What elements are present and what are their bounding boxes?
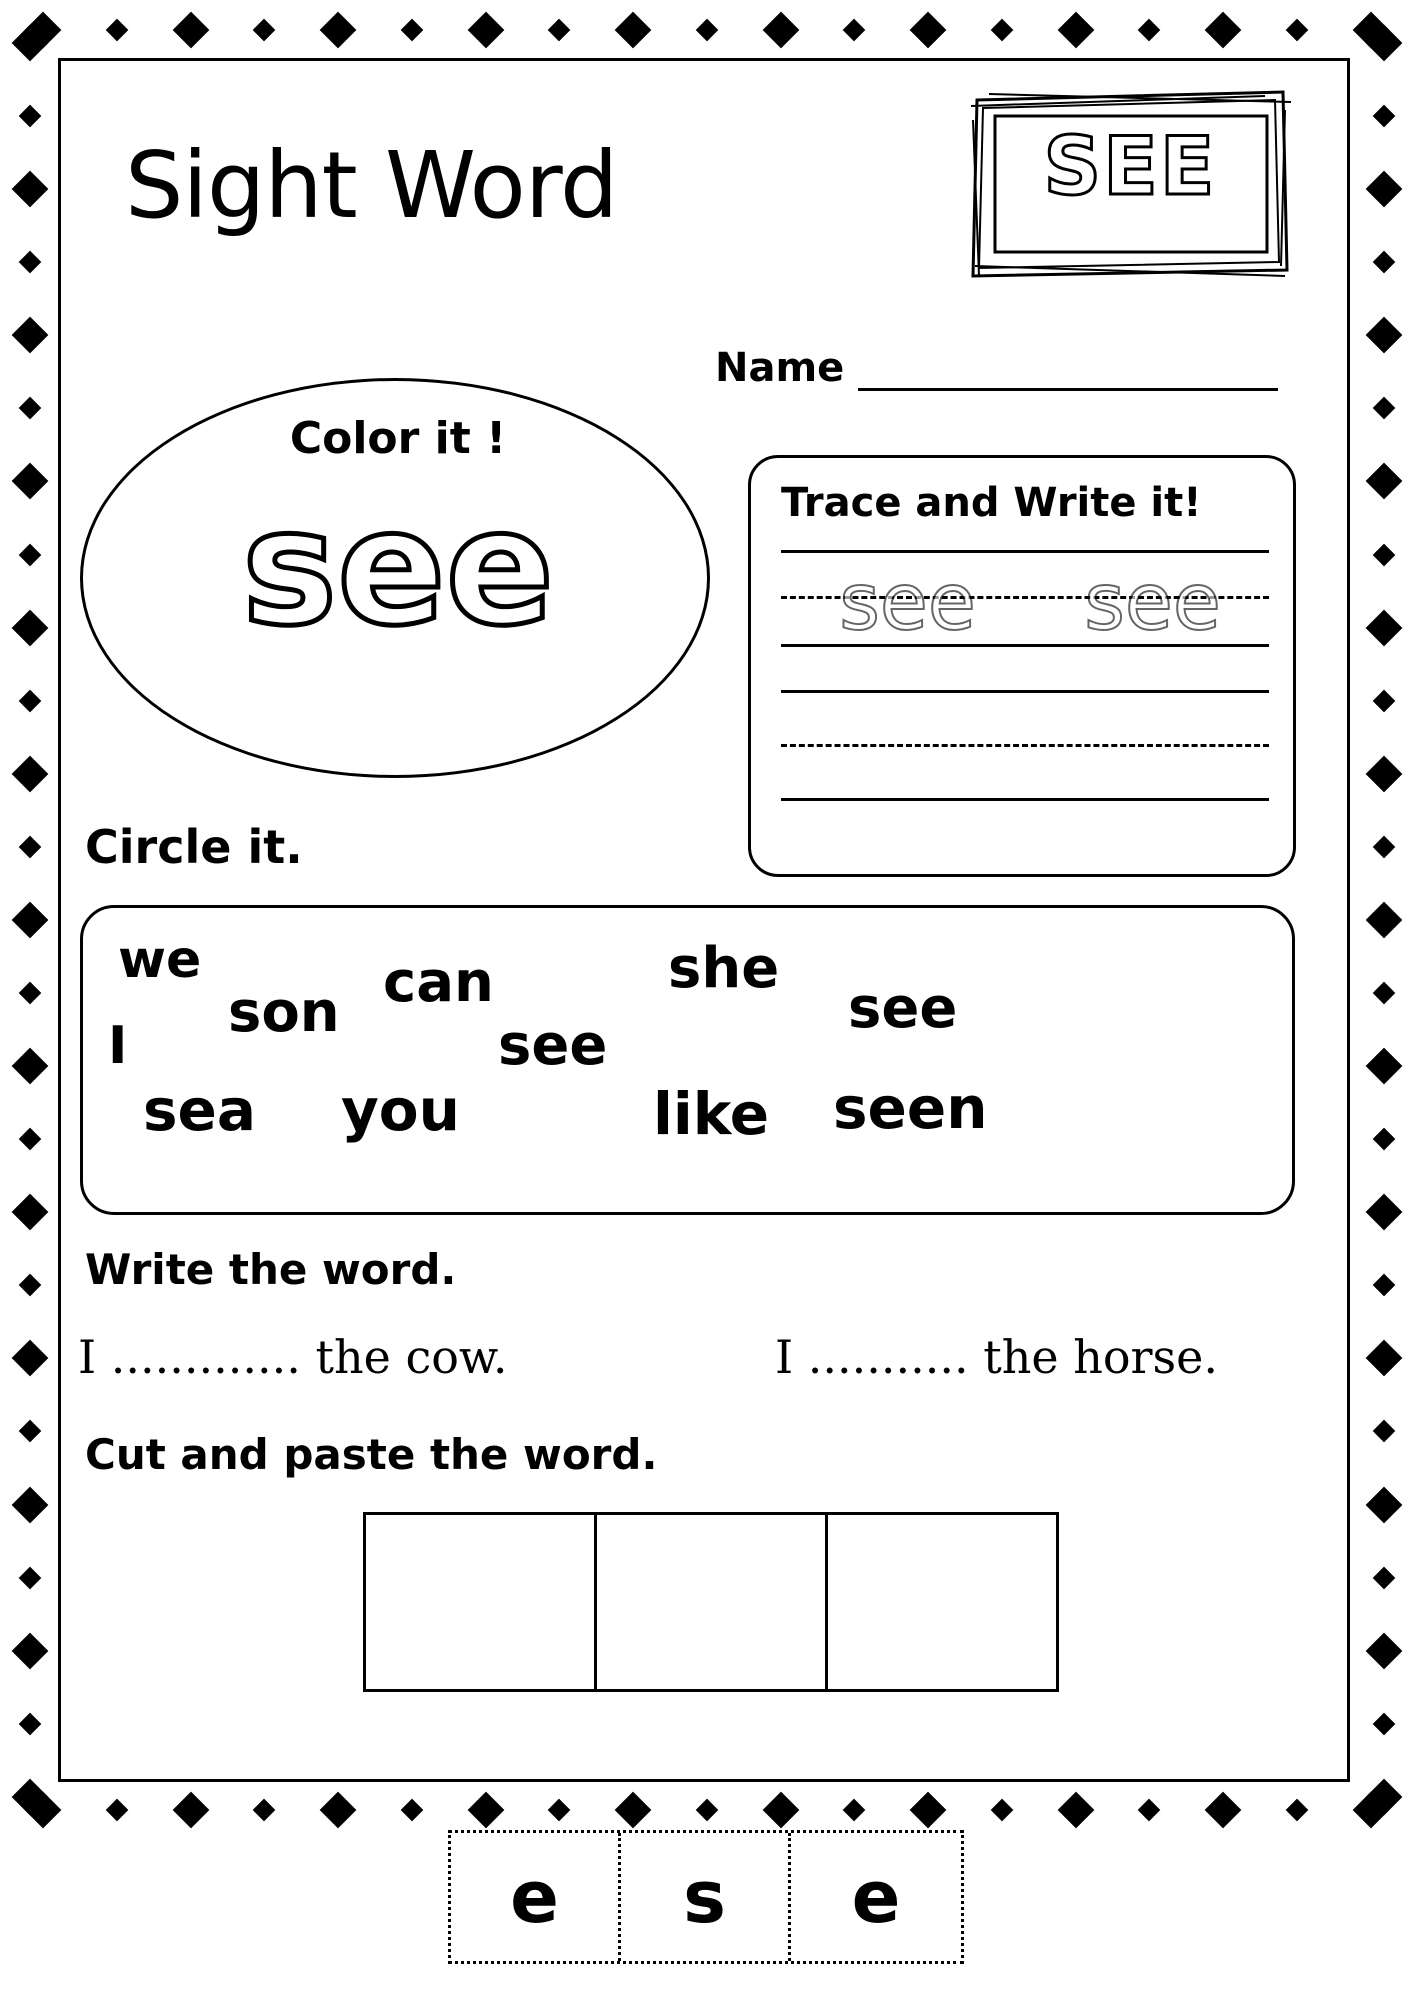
circle-word-we[interactable]: we	[118, 930, 202, 990]
circle-word-see-2[interactable]: see	[498, 1013, 608, 1078]
cutout-letter-1[interactable]: e	[451, 1833, 621, 1961]
trace-word-2: see	[1084, 558, 1221, 648]
trace-and-write-section	[748, 455, 1296, 877]
rule-top-2	[781, 690, 1269, 693]
circle-it-heading: Circle it.	[85, 820, 303, 874]
paste-grid	[363, 1512, 1056, 1692]
title-row	[95, 110, 1295, 290]
trace-word-1: see	[839, 558, 976, 648]
color-it-section	[80, 378, 710, 778]
cut-and-paste-heading: Cut and paste the word.	[85, 1430, 658, 1479]
word-badge	[965, 80, 1295, 285]
paste-cell-1[interactable]	[363, 1512, 597, 1692]
rule-top-1	[781, 550, 1269, 553]
border-left	[17, 30, 43, 1810]
circle-word-i[interactable]: I	[108, 1016, 128, 1076]
name-row	[715, 345, 1278, 391]
color-it-heading: Color it !	[289, 413, 507, 464]
name-input-line[interactable]	[858, 354, 1278, 391]
border-right	[1371, 30, 1397, 1810]
sentence-1[interactable]: I ............. the cow.	[78, 1330, 508, 1384]
sentence-2[interactable]: I ........... the horse.	[775, 1330, 1218, 1384]
circle-word-son[interactable]: son	[228, 980, 340, 1045]
write-the-word-heading: Write the word.	[85, 1245, 457, 1294]
page-title: Sight Word	[125, 132, 618, 239]
circle-word-like[interactable]: like	[653, 1080, 770, 1148]
trace-word-row[interactable]	[785, 558, 1275, 648]
circle-word-can[interactable]: can	[383, 950, 494, 1015]
paste-cell-3[interactable]	[825, 1512, 1059, 1692]
rule-base-2[interactable]	[781, 798, 1269, 801]
word-badge-text: SEE	[1043, 120, 1217, 213]
border-top	[30, 17, 1384, 43]
border-bottom	[30, 1797, 1384, 1823]
rule-mid-2	[781, 744, 1269, 747]
trace-and-write-heading: Trace and Write it!	[781, 480, 1202, 526]
cutout-letter-3[interactable]: e	[851, 1855, 901, 1939]
cutout-letter-2[interactable]: s	[621, 1833, 791, 1961]
color-it-word[interactable]: see	[241, 474, 555, 661]
circle-it-section	[80, 905, 1295, 1215]
cutout-letters	[448, 1830, 964, 1964]
name-label: Name	[715, 345, 845, 391]
circle-word-seen[interactable]: seen	[833, 1074, 988, 1142]
circle-word-she[interactable]: she	[668, 936, 780, 1001]
circle-word-see-1[interactable]: see	[848, 976, 958, 1041]
circle-word-you[interactable]: you	[341, 1076, 460, 1144]
circle-word-sea[interactable]: sea	[143, 1076, 256, 1144]
paste-cell-2[interactable]	[594, 1512, 828, 1692]
